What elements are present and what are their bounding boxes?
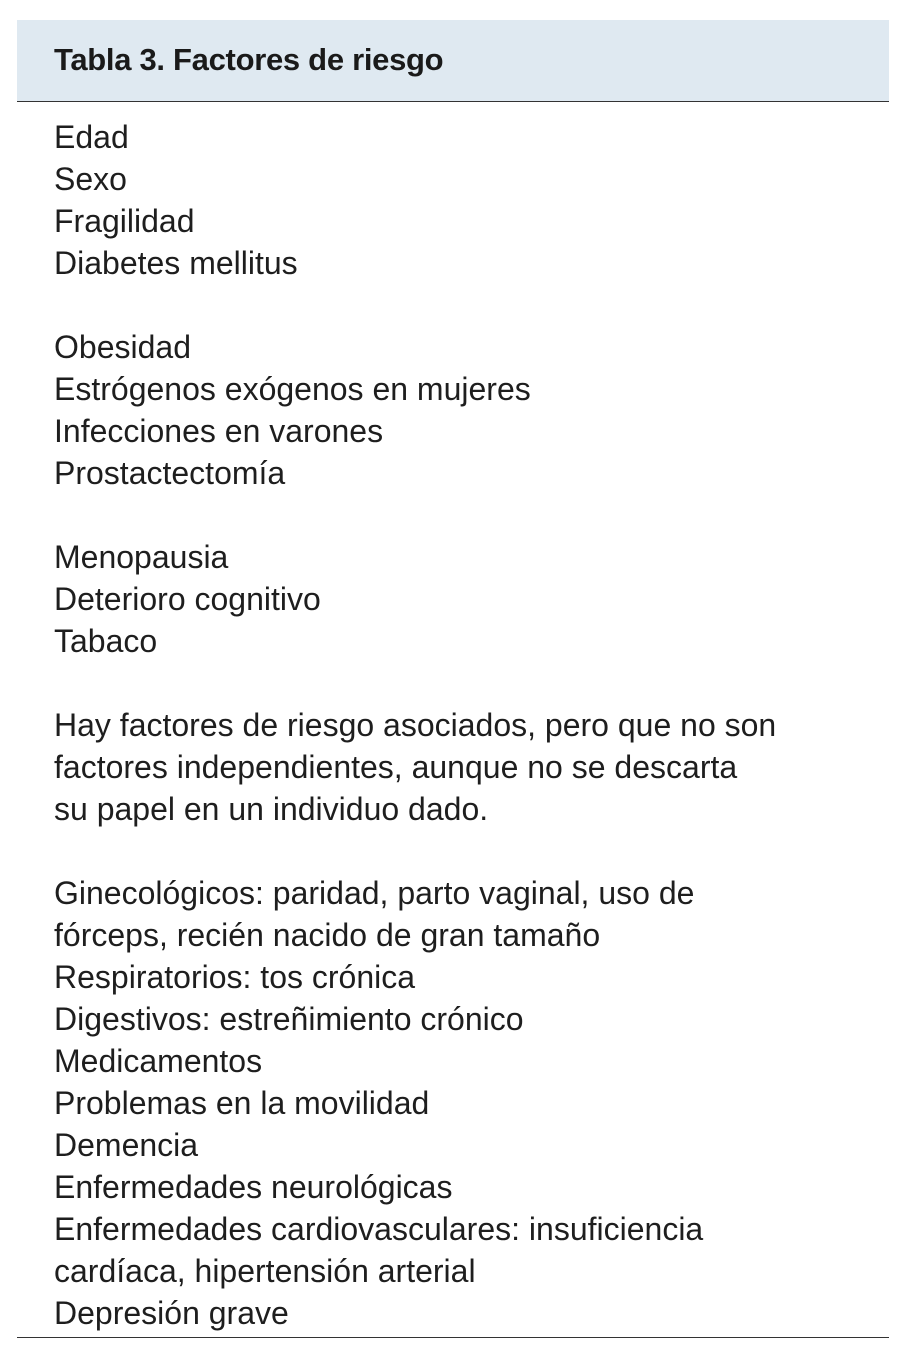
factor-item <box>54 1208 884 1292</box>
factor-item-line: Enfermedades cardiovasculares: insuficiencia <box>54 1211 704 1247</box>
factor-item-line: Deterioro cognitivo <box>54 581 321 617</box>
factor-item-line: Respiratorios: tos crónica <box>54 959 416 995</box>
factor-item <box>54 998 884 1040</box>
factor-group <box>54 116 889 284</box>
factor-item-line: Infecciones en varones <box>54 413 384 449</box>
factor-item <box>54 242 884 284</box>
factor-item-line: fórceps, recién nacido de gran tamaño <box>54 917 601 953</box>
factor-item <box>54 1082 884 1124</box>
factor-item-line: Hay factores de riesgo asociados, pero que no son <box>54 707 777 743</box>
factor-group <box>54 704 889 830</box>
factor-item <box>54 578 884 620</box>
factor-item <box>54 1040 884 1082</box>
factor-item-line: Estrógenos exógenos en mujeres <box>54 371 531 407</box>
factor-item <box>54 452 884 494</box>
risk-factors-table <box>17 20 889 1334</box>
factor-item <box>54 158 884 200</box>
factor-item-line: Edad <box>54 119 129 155</box>
table-body <box>17 102 889 1334</box>
factor-item-line: Problemas en la movilidad <box>54 1085 430 1121</box>
factor-item <box>54 326 884 368</box>
factor-item <box>54 956 884 998</box>
factor-item <box>54 368 884 410</box>
factor-group <box>54 326 889 494</box>
factor-item <box>54 200 884 242</box>
factor-item-line: Depresión grave <box>54 1295 289 1331</box>
factor-item-line: Sexo <box>54 161 127 197</box>
factor-item-line: cardíaca, hipertensión arterial <box>54 1253 476 1289</box>
factor-item <box>54 1166 884 1208</box>
factor-item <box>54 704 884 830</box>
factor-item-line: su papel en un individuo dado. <box>54 791 489 827</box>
factor-item <box>54 1124 884 1166</box>
factor-group <box>54 536 889 662</box>
factor-item-line: Obesidad <box>54 329 191 365</box>
factor-item <box>54 1292 884 1334</box>
factor-item-line: Diabetes mellitus <box>54 245 298 281</box>
factor-item-line: Enfermedades neurológicas <box>54 1169 453 1205</box>
table-header <box>17 20 889 102</box>
factor-item-line: Digestivos: estreñimiento crónico <box>54 1001 524 1037</box>
factor-item <box>54 410 884 452</box>
factor-item <box>54 872 884 956</box>
factor-item-line: Prostactectomía <box>54 455 286 491</box>
factor-item <box>54 536 884 578</box>
factor-item <box>54 620 884 662</box>
factor-item-line: factores independientes, aunque no se descarta <box>54 749 738 785</box>
factor-item <box>54 116 884 158</box>
factor-item-line: Demencia <box>54 1127 199 1163</box>
factor-group <box>54 872 889 1334</box>
factor-item-line: Tabaco <box>54 623 158 659</box>
factor-item-line: Ginecológicos: paridad, parto vaginal, uso de <box>54 875 695 911</box>
table-title: Tabla 3. Factores de riesgo <box>54 42 444 77</box>
table-bottom-rule <box>17 1337 889 1338</box>
factor-item-line: Fragilidad <box>54 203 195 239</box>
factor-item-line: Medicamentos <box>54 1043 263 1079</box>
factor-item-line: Menopausia <box>54 539 229 575</box>
